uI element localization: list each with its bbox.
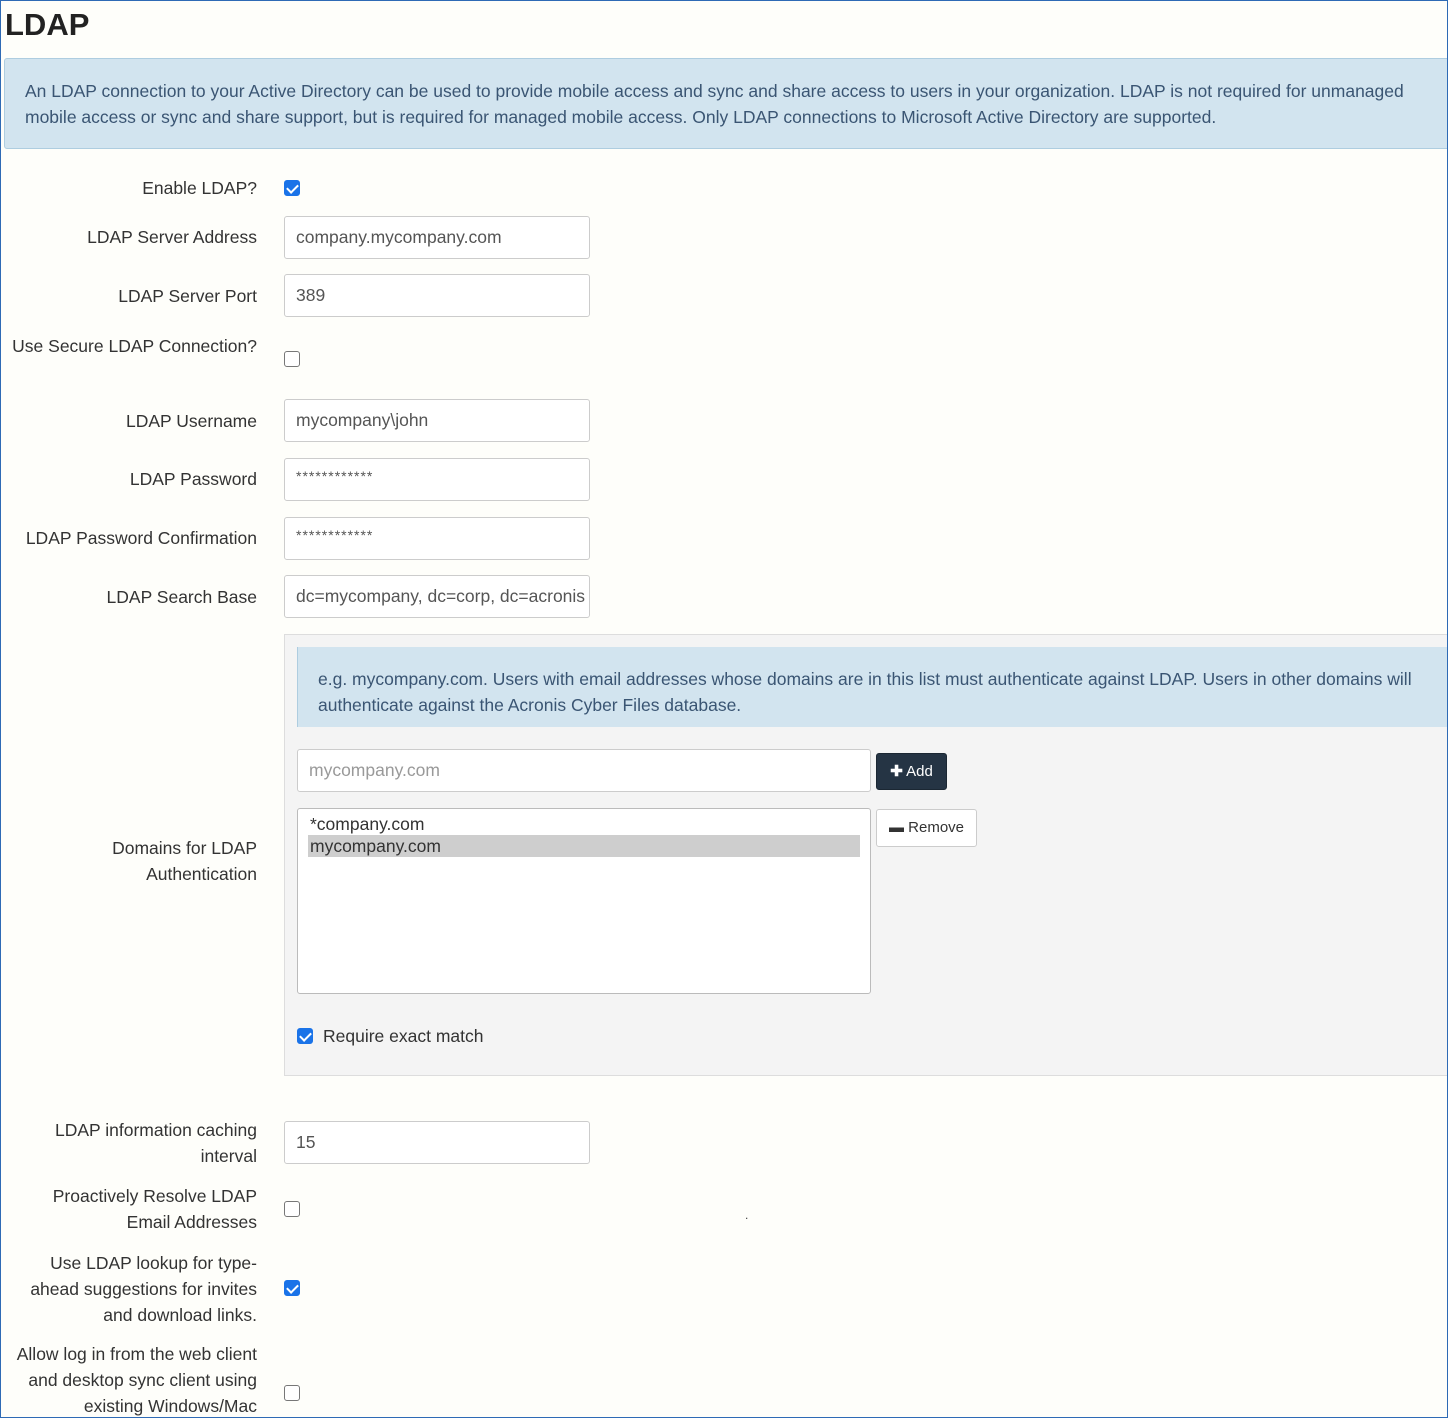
server-address-input[interactable]: company.mycompany.com (284, 216, 590, 259)
plus-icon: ✚ (890, 763, 903, 780)
remove-button-label: Remove (908, 819, 965, 836)
caching-interval-label: LDAP information caching interval (54, 1120, 257, 1166)
password-input[interactable]: ************ (284, 458, 590, 501)
allow-login-checkbox[interactable] (284, 1385, 300, 1401)
username-label: LDAP Username (126, 411, 257, 431)
typeahead-label: Use LDAP lookup for type-ahead suggestions for invites and download links. (30, 1253, 257, 1325)
enable-ldap-checkbox[interactable] (284, 180, 300, 196)
domains-info-alert: e.g. mycompany.com. Users with email addresses whose domains are in this list must authenticate against LDAP. Users in other domains will authenticate against the Acronis Cyber Files database. (297, 647, 1448, 727)
minus-icon: ▬ (888, 819, 904, 836)
allow-login-label: Allow log in from the web client and desktop sync client using existing Windows/Mac (16, 1344, 257, 1416)
domains-panel (284, 634, 1448, 1076)
secure-ldap-checkbox[interactable] (284, 351, 300, 367)
proactive-resolve-label: Proactively Resolve LDAP Email Addresses (52, 1186, 257, 1232)
server-address-label: LDAP Server Address (87, 227, 257, 247)
domain-option-selected[interactable]: mycompany.com (308, 835, 860, 857)
add-domain-button[interactable] (876, 753, 947, 790)
domain-input[interactable]: mycompany.com (297, 749, 871, 792)
require-exact-match-label: Require exact match (323, 1026, 484, 1046)
caching-interval-input[interactable]: 15 (284, 1121, 590, 1164)
add-button-label: Add (906, 763, 933, 780)
typeahead-checkbox[interactable] (284, 1280, 300, 1296)
domains-label: Domains for LDAP Authentication (112, 838, 257, 884)
password-label: LDAP Password (129, 469, 257, 489)
require-exact-match-checkbox[interactable] (297, 1028, 313, 1044)
secure-ldap-label: Use Secure LDAP Connection? (12, 336, 257, 356)
server-port-input[interactable]: 389 (284, 274, 590, 317)
enable-ldap-label: Enable LDAP? (142, 178, 257, 198)
domain-option[interactable]: *company.com (310, 814, 425, 834)
password-confirm-label: LDAP Password Confirmation (25, 528, 257, 548)
password-confirm-input[interactable]: ************ (284, 517, 590, 560)
proactive-resolve-checkbox[interactable] (284, 1201, 300, 1217)
page-title: LDAP (5, 7, 90, 42)
search-base-input[interactable]: dc=mycompany, dc=corp, dc=acronis (284, 575, 590, 618)
username-input[interactable]: mycompany\john (284, 399, 590, 442)
remove-domain-button[interactable] (876, 809, 977, 847)
server-port-label: LDAP Server Port (118, 286, 257, 306)
ldap-info-alert: An LDAP connection to your Active Directory can be used to provide mobile access and sync and share access to users in your organization. LDAP is not required for unmanaged mobile access or sync and share support, but is required for managed mobile access. Only LDAP connections to Microsoft Active Directory are supported. (4, 58, 1448, 149)
stray-dot: . (745, 1208, 749, 1222)
search-base-label: LDAP Search Base (106, 587, 257, 607)
domains-listbox[interactable] (297, 808, 871, 994)
